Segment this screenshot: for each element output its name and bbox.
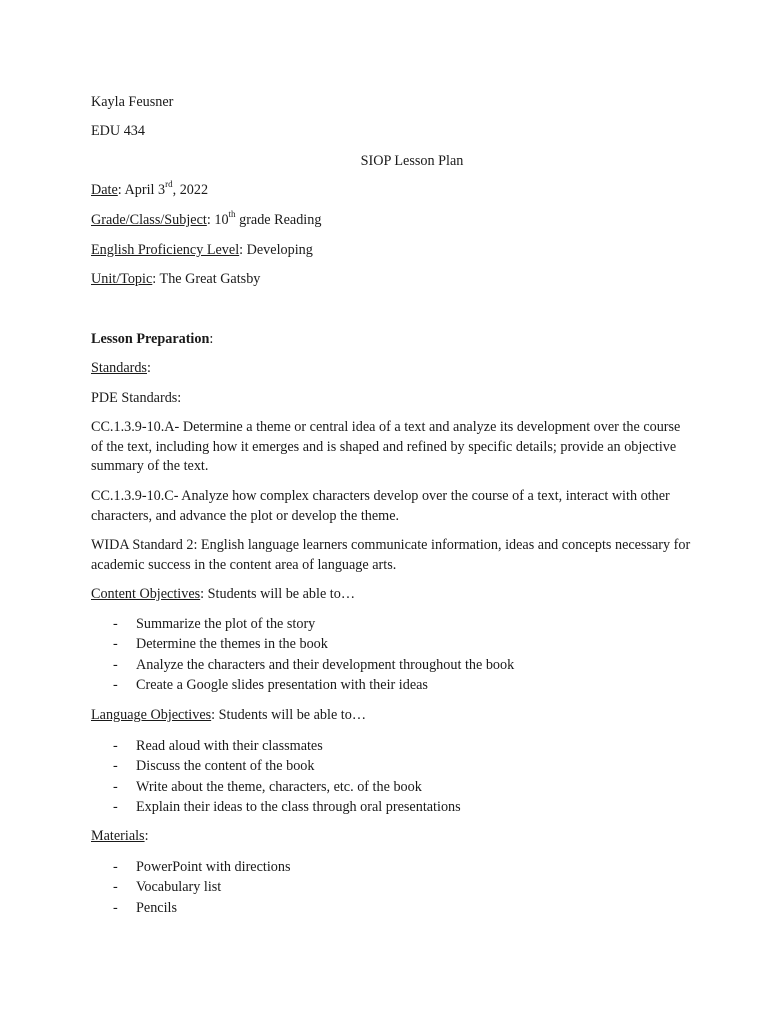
date-year: , 2022 [172,182,209,198]
standard-cc-1-3-9-10-c: CC.1.3.9-10.C- Analyze how complex characters develop over the course of a text, interact with other characters, and advance the plot or develop the theme. [91,488,670,524]
dash: - [113,636,118,653]
dash: - [113,799,118,816]
material-text: PowerPoint with directions [136,859,291,875]
content-objective-text: Create a Google slides presentation with their ideas [136,677,428,694]
dash: - [113,899,118,916]
grade-line [91,211,321,230]
material-text: Pencils [136,899,177,916]
date-label: Date [91,182,118,198]
content-objective-text: Analyze the characters and their development throughout the book [136,656,515,673]
dash: - [113,656,118,673]
standards-label: Standards [91,360,147,376]
author-name: Kayla Feusner [91,94,174,110]
pde-standards-label: PDE Standards: [91,390,182,406]
content-objectives-label: Content Objectives [91,586,201,602]
language-objectives-line [91,706,366,725]
wida-standard: WIDA Standard 2: English language learners communicate information, ideas and concepts necessary for academic success in the content area of language arts. [91,537,691,573]
grade-suffix: th [228,209,236,220]
grade-label: Grade/Class/Subject [91,212,207,228]
content-objective-text: Summarize the plot of the story [136,616,316,632]
material-text: Vocabulary list [136,879,222,896]
proficiency-line [91,241,313,260]
language-objective-text: Discuss the content of the book [136,758,315,775]
colon: : [209,331,214,347]
date-month-day: April 3 [124,182,166,198]
colon: : [211,707,216,723]
language-objective-text: Write about the theme, characters, etc. of the book [136,778,422,795]
dash: - [113,758,118,775]
dash: - [113,859,118,875]
unit-label: Unit/Topic [91,271,153,287]
dash: - [113,677,118,694]
language-objective-text: Explain their ideas to the class through oral presentations [136,799,461,816]
materials-heading [91,827,149,846]
unit-line [91,270,260,289]
standard-cc-1-3-9-10-a: CC.1.3.9-10.A- Determine a theme or central idea of a text and analyze its development over the course of the text, including how it emerges and is shaped and refined by specific details; provide an objective summary of the text. [91,419,681,474]
date-line [91,181,208,200]
colon: : [206,212,211,228]
grade-number: 10 [214,212,229,228]
grade-rest: grade Reading [235,212,322,228]
language-objective-text: Read aloud with their classmates [136,738,323,754]
content-objectives-line [91,585,355,604]
dash: - [113,616,118,632]
content-objective-text: Determine the themes in the book [136,636,328,653]
dash: - [113,778,118,795]
document-title: SIOP Lesson Plan [360,153,464,169]
standards-heading [91,359,151,378]
colon: : [200,586,205,602]
colon: : [144,828,149,844]
proficiency-value: Developing [246,242,313,258]
unit-value: The Great Gatsby [159,271,261,287]
colon: : [117,182,122,198]
lesson-preparation-label: Lesson Preparation [91,331,210,347]
content-objectives-intro: Students will be able to… [207,586,356,602]
lesson-preparation-heading [91,330,213,349]
proficiency-label: English Proficiency Level [91,242,240,258]
materials-label: Materials [91,828,145,844]
dash: - [113,738,118,754]
course-code: EDU 434 [91,123,145,139]
colon: : [239,242,244,258]
colon: : [146,360,151,376]
language-objectives-intro: Students will be able to… [218,707,367,723]
colon: : [152,271,157,287]
date-suffix: rd [165,179,173,190]
language-objectives-label: Language Objectives [91,707,212,723]
dash: - [113,879,118,896]
